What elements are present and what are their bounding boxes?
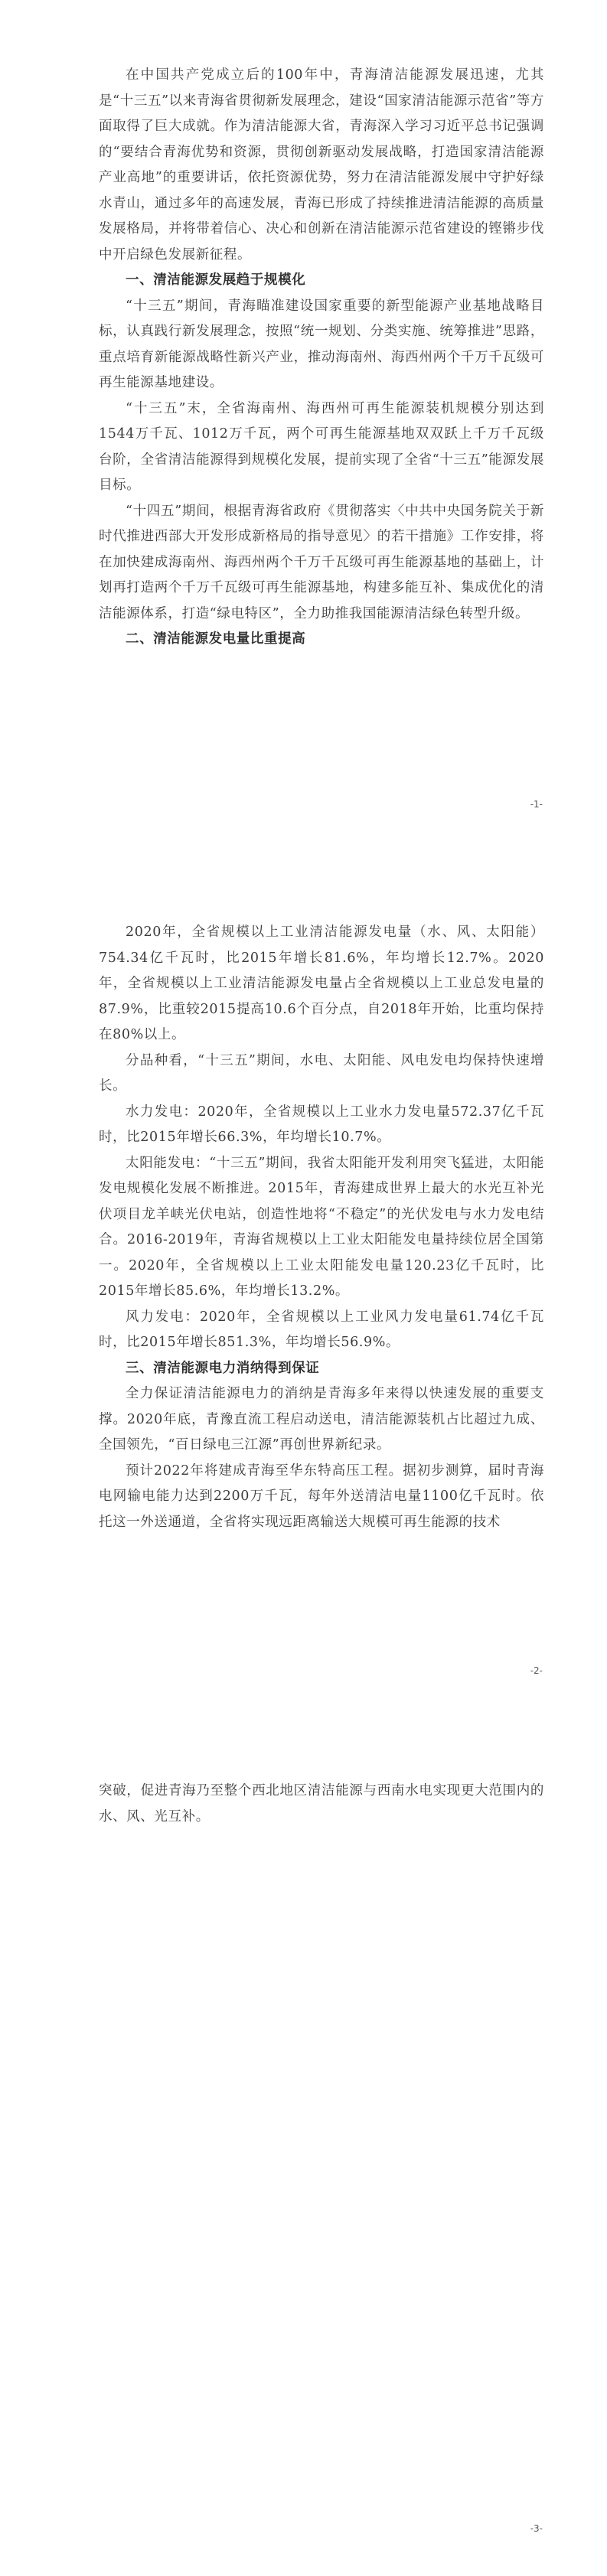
section3-paragraph-1: 全力保证清洁能源电力的消纳是青海多年来得以快速发展的重要支撑。2020年底，青豫直流工程启动送电，清洁能源装机占比超过九成、全国领先，“百日绿电三江源”再创世界新纪录。 [99,1386,544,1453]
section-heading-2: 二、清洁能源发电量比重提高 [126,631,306,647]
document-page-1 [0,0,607,859]
section-heading-1: 一、清洁能源发展趋于规模化 [126,272,306,288]
section2-paragraph-1: 2020年，全省规模以上工业清洁能源发电量（水、风、太阳能）754.34亿千瓦时，比2015年增长81.6%，年均增长12.7%。2020年，全省规模以上工业清洁能源发电量占全省规模以上工业总发电量的87.9%，比重较2015提高10.6个百分点，自2018年开始，比重均保持在80%以上。 [99,924,544,1042]
page-number: -1- [530,799,543,810]
section2-paragraph-2: 分品种看，“十三五”期间，水电、太阳能、风电发电均保持快速增长。 [99,1052,544,1094]
document-page-3 [0,1717,607,2576]
section2-paragraph-3: 水力发电：2020年，全省规模以上工业水力发电量572.37亿千瓦时，比2015年增长66.3%，年均增长10.7%。 [99,1104,544,1145]
page-number: -2- [530,1665,543,1676]
document-page-2 [0,859,607,1717]
section2-paragraph-5: 风力发电：2020年，全省规模以上工业风力发电量61.74亿千瓦时，比2015年增长851.3%，年均增长56.9%。 [99,1309,544,1350]
section1-paragraph-2: “十三五”末，全省海南州、海西州可再生能源装机规模分别达到1544万千瓦、1012万千瓦，两个可再生能源基地双双跃上千万千瓦级台阶，全省清洁能源得到规模化发展，提前实现了全省“十三五”能源发展目标。 [99,400,544,493]
section3-paragraph-2: 预计2022年将建成青海至华东特高压工程。据初步测算，届时青海电网输电能力达到2200万千瓦，每年外送清洁电量1100亿千瓦时。依托这一外送通道，全省将实现远距离输送大规模可再生能源的技术 [99,1462,544,1530]
section2-paragraph-4: 太阳能发电：“十三五”期间，我省太阳能开发利用突飞猛进，太阳能发电规模化发展不断推进。2015年，青海建成世界上最大的水光互补光伏项目龙羊峡光伏电站，创造性地将“不稳定”的光伏发电与水力发电结合。2016-2019年，青海省规模以上工业太阳能发电量持续位居全国第一。2020年，全省规模以上工业太阳能发电量120.23亿千瓦时，比2015年增长85.6%，年均增长13.2%。 [99,1155,544,1299]
continuation-paragraph: 突破，促进青海乃至整个西北地区清洁能源与西南水电实现更大范围内的水、风、光互补。 [99,1783,544,1824]
section1-paragraph-1: “十三五”期间，青海瞄准建设国家重要的新型能源产业基地战略目标，认真践行新发展理念，按照“统一规划、分类实施、统筹推进”思路，重点培育新能源战略性新兴产业，推动海南州、海西州两个千万千瓦级可再生能源基地建设。 [99,298,544,390]
intro-paragraph: 在中国共产党成立后的100年中，青海清洁能源发展迅速，尤其是“十三五”以来青海省贯彻新发展理念，建设“国家清洁能源示范省”等方面取得了巨大成就。作为清洁能源大省，青海深入学习习近平总书记强调的“要结合青海优势和资源，贯彻创新驱动发展战略，打造国家清洁能源产业高地”的重要讲话，依托资源优势，努力在清洁能源发展中守护好绿水青山，通过多年的高速发展，青海已形成了持续推进清洁能源的高质量发展格局，并将带着信心、决心和创新在清洁能源示范省建设的铿锵步伐中开启绿色发展新征程。 [99,67,544,262]
section1-paragraph-3: “十四五”期间，根据青海省政府《贯彻落实〈中共中央国务院关于新时代推进西部大开发形成新格局的指导意见〉的若干措施》工作安排，将在加快建成海南州、海西州两个千万千瓦级可再生能源基地的基础上，计划再打造两个千万千瓦级可再生能源基地，构建多能互补、集成优化的清洁能源体系，打造“绿电特区”，全力助推我国能源清洁绿色转型升级。 [99,503,544,621]
section-heading-3: 三、清洁能源电力消纳得到保证 [126,1360,320,1376]
page-number: -3- [530,2523,543,2534]
